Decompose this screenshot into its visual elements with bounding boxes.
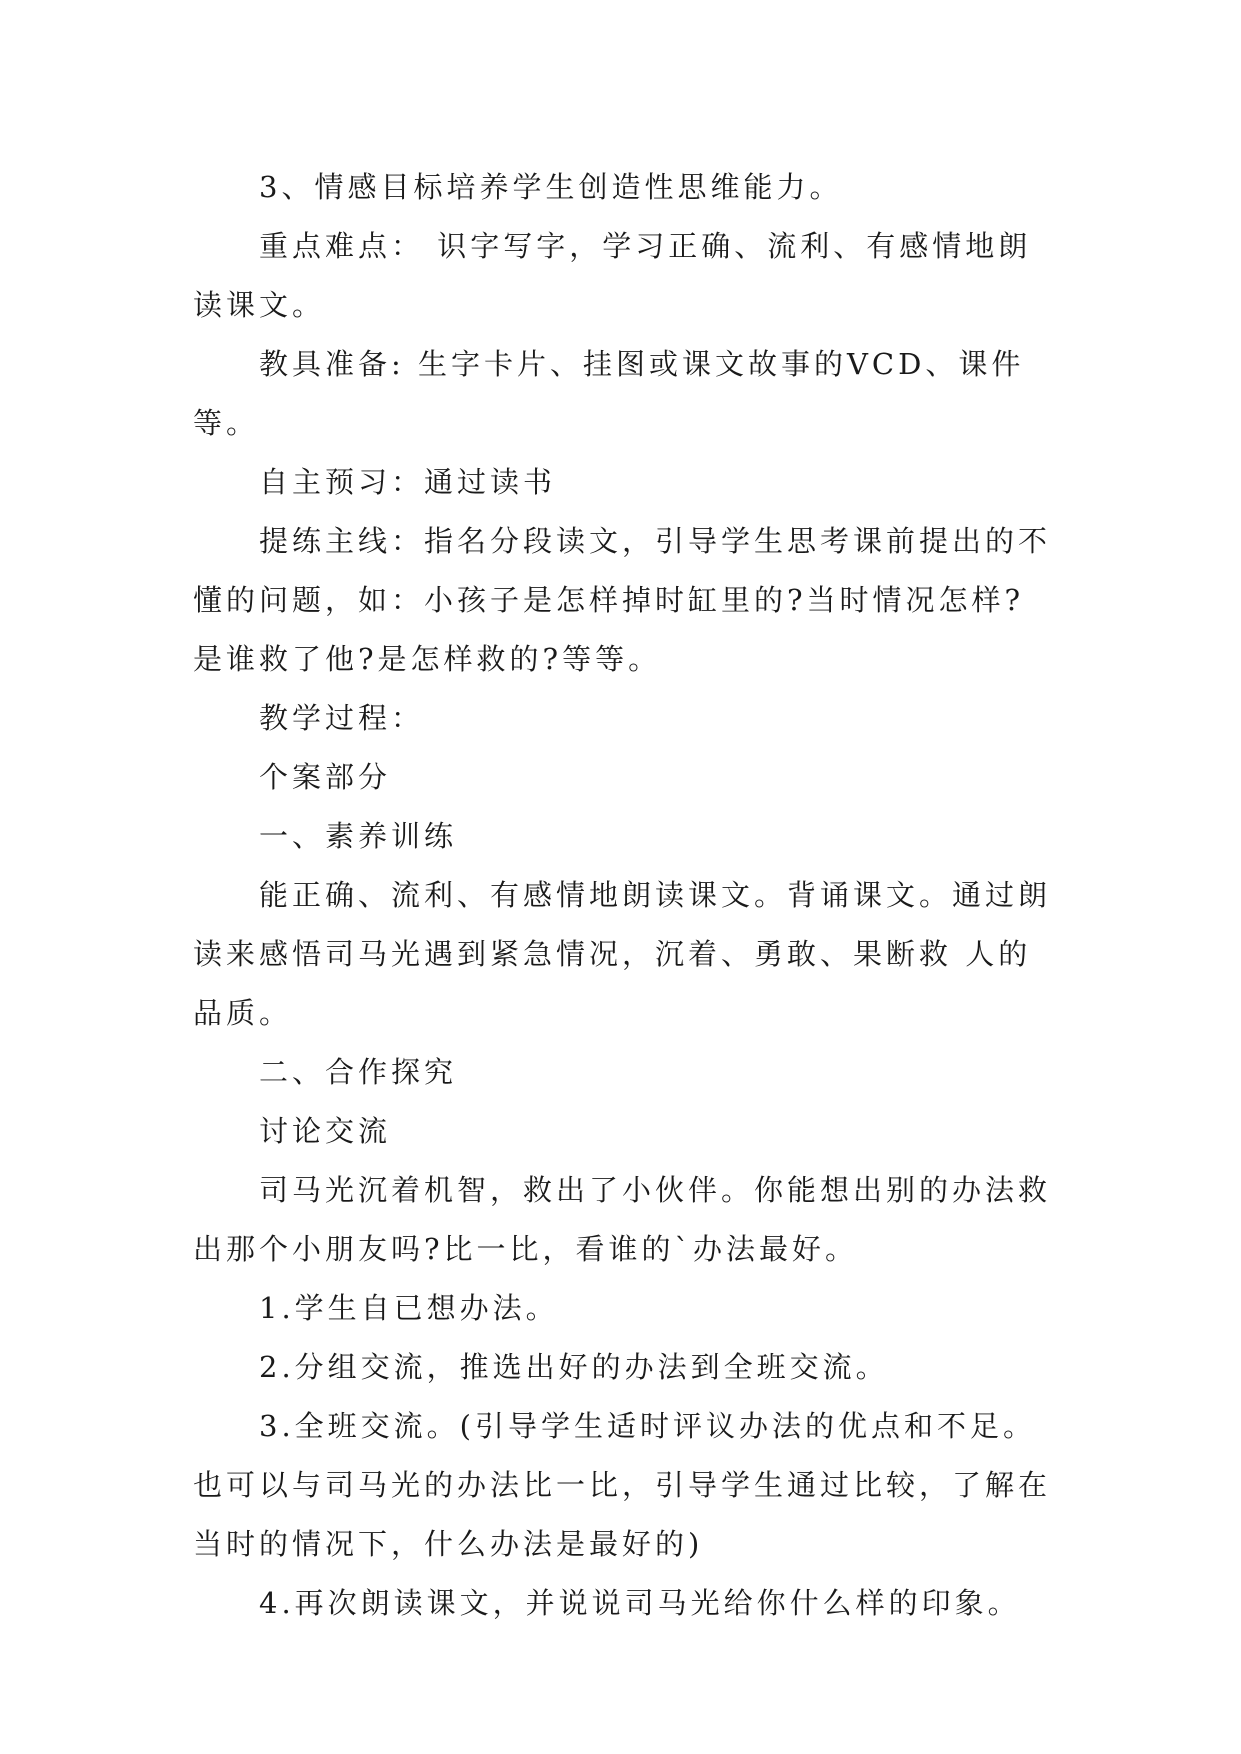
heading-literacy-training: 一、素养训练 (259, 819, 458, 853)
paragraph-main-thread: 提练主线：指名分段读文，引导学生思考课前提出的不懂的问题，如：小孩子是怎样掉时缸里的?当时情况怎样?是谁救了他?是怎样救的?等等。 (193, 524, 1052, 676)
list-item-step-3: 3.全班交流。(引导学生适时评议办法的优点和不足。也可以与司马光的办法比一比，引导学生通过比较，了解在当时的情况下，什么办法是最好的) (193, 1409, 1052, 1561)
heading-cooperative-inquiry: 二、合作探究 (259, 1055, 458, 1089)
paragraph-key-difficulties: 重点难点： 识字写字，学习正确、流利、有感情地朗读课文。 (193, 229, 1032, 322)
paragraph-teaching-aids: 教具准备: 生字卡片、挂图或课文故事的VCD、课件等。 (193, 347, 1025, 440)
list-item-step-4: 4.再次朗读课文，并说说司马光给你什么样的印象。 (259, 1586, 1021, 1620)
paragraph-discussion: 讨论交流 (259, 1114, 392, 1148)
paragraph-teaching-process: 教学过程： (259, 701, 425, 735)
paragraph-self-preview: 自主预习：通过读书 (259, 465, 557, 499)
paragraph-sima-guang-question: 司马光沉着机智，救出了小伙伴。你能想出别的办法救出那个小朋友吗?比一比，看谁的`办法最好。 (193, 1173, 1052, 1266)
list-item-step-1: 1.学生自已想办法。 (259, 1291, 559, 1325)
paragraph-reading-goals: 能正确、流利、有感情地朗读课文。背诵课文。通过朗读来感悟司马光遇到紧急情况，沉着、勇敢、果断救 人的品质。 (193, 878, 1052, 1030)
document-page (193, 158, 1053, 1633)
paragraph-emotional-goal: 3、情感目标培养学生创造性思维能力。 (259, 170, 843, 204)
list-item-step-2: 2.分组交流，推选出好的办法到全班交流。 (259, 1350, 889, 1384)
paragraph-case-section: 个案部分 (259, 760, 392, 794)
